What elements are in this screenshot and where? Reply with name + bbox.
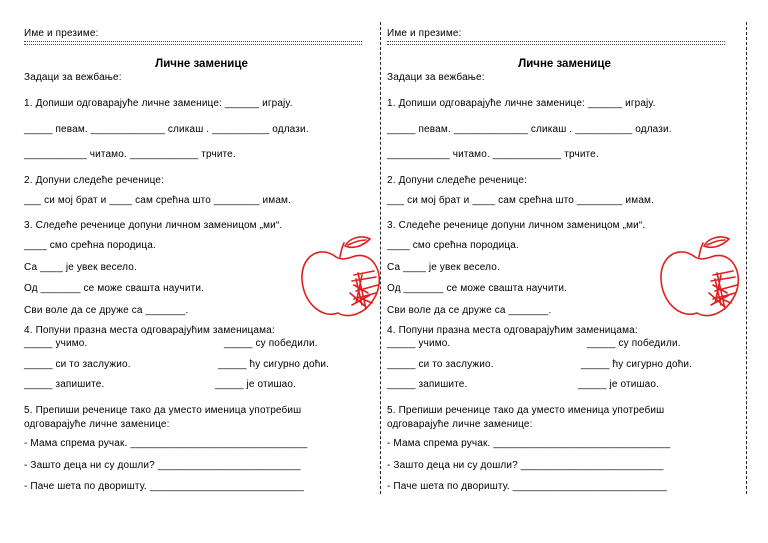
- task-1-prompt: 1. Допиши одговарајуће личне заменице: ______ играју.: [387, 98, 656, 109]
- task-4-row-1-left: _____ учимо.: [387, 338, 451, 349]
- task-4-row-3-right: _____ је отишао.: [578, 379, 659, 390]
- task-3-line-4: Сви воле да се друже са _______.: [24, 305, 189, 316]
- worksheet-title: Личне заменице: [155, 58, 248, 70]
- task-5-prompt-1: 5. Препиши реченице тако да уместо именица употребиш: [387, 405, 665, 416]
- name-line[interactable]: [387, 41, 725, 45]
- name-line[interactable]: [24, 41, 362, 45]
- task-4-prompt: 4. Попуни празна места одговарајућим заменицама:: [387, 325, 638, 336]
- worksheet-subtitle: Задаци за вежбање:: [24, 72, 122, 83]
- task-1-line-2: ___________ читамо. ____________ трчите.: [24, 149, 236, 160]
- task-4-row-3-right: _____ је отишао.: [215, 379, 296, 390]
- task-2-prompt: 2. Допуни следеће реченице:: [24, 175, 165, 186]
- worksheet-title: Личне заменице: [518, 58, 611, 70]
- apple-icon: [296, 233, 388, 325]
- task-2-line-1: ___ си мој брат и ____ сам срећна што ________ имам.: [24, 195, 291, 206]
- task-3-line-1: ____ смо срећна породица.: [387, 240, 519, 251]
- task-3-line-1: ____ смо срећна породица.: [24, 240, 156, 251]
- task-4-row-2-left: _____ си то заслужио.: [24, 359, 131, 370]
- name-label: Име и презиме:: [387, 28, 462, 39]
- task-2-prompt: 2. Допуни следеће реченице:: [387, 175, 528, 186]
- task-4-row-2-right: _____ ћу сигурно доћи.: [581, 359, 693, 370]
- apple-icon: [655, 233, 747, 325]
- task-4-row-2-right: _____ ћу сигурно доћи.: [218, 359, 330, 370]
- task-4-row-1-right: _____ су победили.: [587, 338, 681, 349]
- task-5-item-3: - Паче шета по дворишту. ___________________________: [387, 481, 667, 492]
- task-2-line-1: ___ си мој брат и ____ сам срећна што ________ имам.: [387, 195, 654, 206]
- task-3-line-4: Сви воле да се друже са _______.: [387, 305, 552, 316]
- worksheet-left: [24, 0, 369, 543]
- task-3-line-3: Од _______ се може свашта научити.: [387, 283, 567, 294]
- task-5-item-2: - Зашто деца ни су дошли? _________________________: [387, 460, 664, 471]
- name-label: Име и презиме:: [24, 28, 99, 39]
- task-3-prompt: 3. Следеће реченице допуни личном заменицом „ми“.: [24, 220, 283, 231]
- task-3-prompt: 3. Следеће реченице допуни личном заменицом „ми“.: [387, 220, 646, 231]
- task-3-line-2: Са ____ је увек весело.: [24, 262, 137, 273]
- task-5-prompt-2: одговарајуће личне заменице:: [387, 419, 533, 430]
- task-4-row-2-left: _____ си то заслужио.: [387, 359, 494, 370]
- task-1-line-2: ___________ читамо. ____________ трчите.: [387, 149, 599, 160]
- task-5-prompt-1: 5. Препиши реченице тако да уместо именица употребиш: [24, 405, 302, 416]
- task-3-line-3: Од _______ се може свашта научити.: [24, 283, 204, 294]
- task-4-row-3-left: _____ запишите.: [24, 379, 105, 390]
- task-3-line-2: Са ____ је увек весело.: [387, 262, 500, 273]
- task-1-line-1: _____ певам. _____________ сликаш . __________ одлази.: [24, 124, 309, 135]
- task-1-prompt: 1. Допиши одговарајуће личне заменице: ______ играју.: [24, 98, 293, 109]
- task-5-item-3: - Паче шета по дворишту. ___________________________: [24, 481, 304, 492]
- task-1-line-1: _____ певам. _____________ сликаш . __________ одлази.: [387, 124, 672, 135]
- task-4-prompt: 4. Попуни празна места одговарајућим заменицама:: [24, 325, 275, 336]
- column-divider: [380, 22, 381, 494]
- worksheet-subtitle: Задаци за вежбање:: [387, 72, 485, 83]
- task-5-prompt-2: одговарајуће личне заменице:: [24, 419, 170, 430]
- task-4-row-3-left: _____ запишите.: [387, 379, 468, 390]
- task-5-item-1: - Мама спрема ручак. _______________________________: [387, 438, 671, 449]
- task-5-item-2: - Зашто деца ни су дошли? _________________________: [24, 460, 301, 471]
- task-4-row-1-left: _____ учимо.: [24, 338, 88, 349]
- task-5-item-1: - Мама спрема ручак. _______________________________: [24, 438, 308, 449]
- right-edge-divider: [746, 22, 747, 494]
- worksheet-right: [387, 0, 732, 543]
- task-4-row-1-right: _____ су победили.: [224, 338, 318, 349]
